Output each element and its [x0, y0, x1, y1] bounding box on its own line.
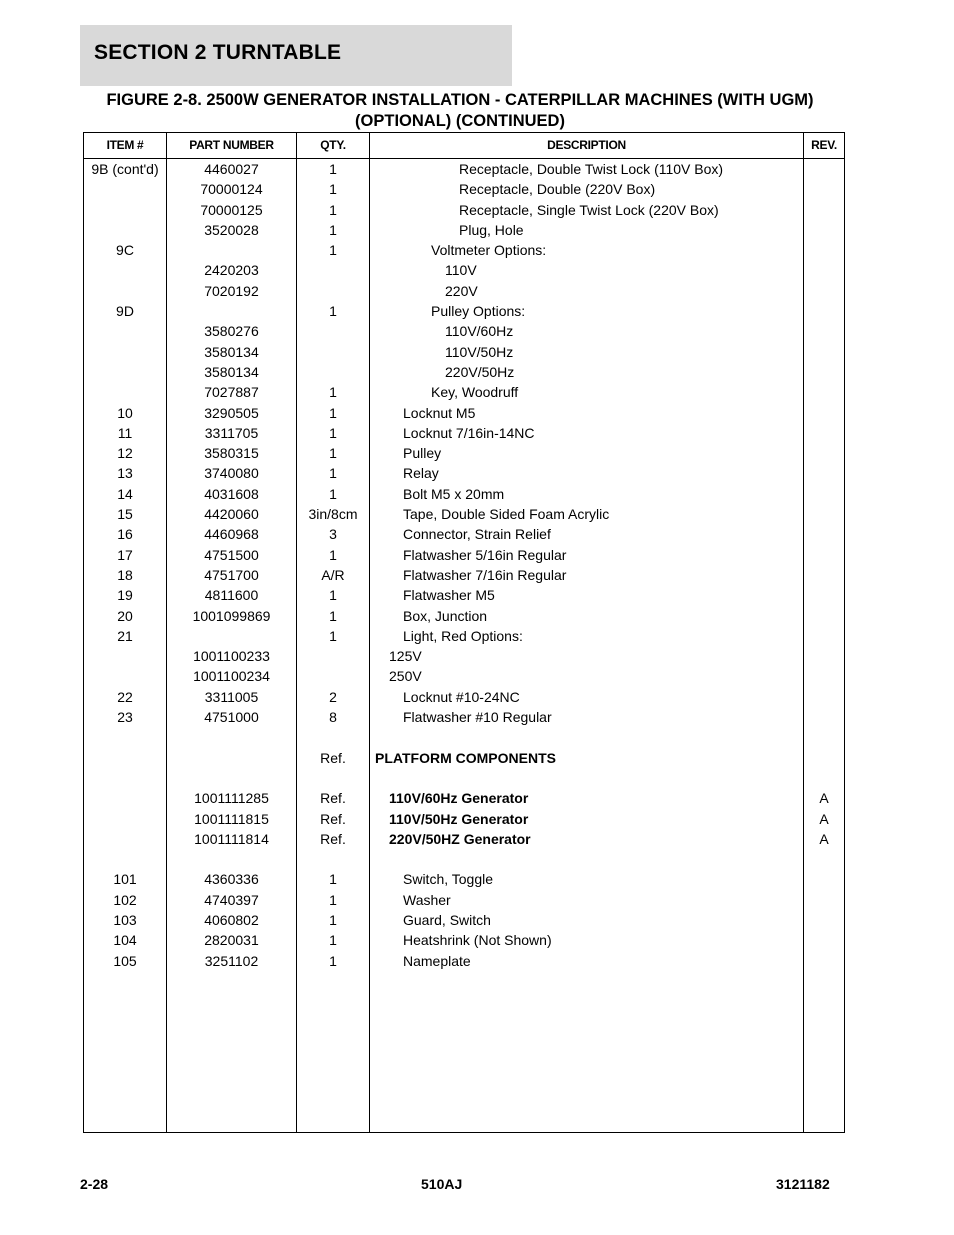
- cell-description: Tape, Double Sided Foam Acrylic: [403, 506, 610, 523]
- section-banner: [80, 25, 512, 86]
- document-number: 3121182: [776, 1176, 830, 1192]
- table-row: [84, 321, 844, 341]
- table-row: [84, 484, 844, 504]
- cell-description: Locknut #10-24NC: [403, 688, 520, 705]
- table-row: [84, 890, 844, 910]
- header-item: ITEM #: [106, 138, 144, 152]
- cell-qty: 1: [329, 242, 337, 259]
- cell-description: Connector, Strain Relief: [403, 526, 551, 543]
- cell-part-number: 70000125: [200, 201, 263, 218]
- header-description: DESCRIPTION: [547, 138, 626, 152]
- cell-qty: 1: [329, 201, 337, 218]
- cell-description: 250V: [389, 668, 422, 685]
- cell-qty: 3: [329, 526, 337, 543]
- cell-part-number: 1001100234: [193, 668, 270, 685]
- header-part-number: PART NUMBER: [189, 138, 274, 152]
- cell-item: 9D: [116, 303, 134, 320]
- table-row: [84, 342, 844, 362]
- cell-item: 23: [117, 709, 133, 726]
- cell-qty: 1: [329, 891, 337, 908]
- cell-description: Key, Woodruff: [431, 384, 519, 401]
- table-row: [84, 910, 844, 930]
- table-row: [84, 281, 844, 301]
- cell-description: 125V: [389, 648, 422, 665]
- cell-description: Receptacle, Double Twist Lock (110V Box): [459, 161, 724, 177]
- cell-part-number: 4751500: [204, 546, 259, 563]
- cell-part-number: 3251102: [204, 952, 259, 969]
- cell-qty: 1: [329, 952, 337, 969]
- cell-item: 13: [117, 465, 133, 482]
- cell-part-number: 1001111285: [194, 790, 269, 807]
- cell-item: 9B (cont'd): [91, 161, 159, 177]
- table-row: [84, 362, 844, 382]
- cell-item: 17: [117, 546, 133, 563]
- table-row: [84, 159, 844, 179]
- cell-description: Voltmeter Options:: [431, 242, 547, 259]
- table-row: [84, 930, 844, 950]
- header-qty: QTY.: [320, 138, 346, 152]
- table-row: [84, 220, 844, 240]
- cell-item: 21: [117, 627, 133, 644]
- cell-description: Locknut 7/16in-14NC: [403, 424, 535, 441]
- cell-description: Nameplate: [403, 952, 471, 969]
- model-number: 510AJ: [421, 1176, 463, 1192]
- cell-part-number: 1001111815: [194, 810, 269, 827]
- cell-part-number: 1001100233: [193, 648, 270, 665]
- cell-qty: 1: [329, 911, 337, 928]
- cell-description: 220V: [445, 282, 478, 299]
- cell-description: Heatshrink (Not Shown): [403, 932, 552, 949]
- cell-description: 110V/60Hz Generator: [389, 790, 529, 807]
- section-title: SECTION 2 TURNTABLE: [94, 41, 342, 64]
- table-row: [84, 260, 844, 280]
- table-row: [84, 240, 844, 260]
- cell-description: 110V/50Hz: [445, 343, 514, 360]
- cell-description: 110V: [445, 262, 477, 279]
- table-row: [84, 829, 844, 849]
- table-row: [84, 951, 844, 971]
- cell-qty: Ref.: [320, 749, 346, 766]
- cell-qty: Ref.: [320, 790, 346, 807]
- cell-qty: Ref.: [320, 830, 346, 847]
- cell-qty: 1: [329, 465, 337, 482]
- cell-part-number: 4060802: [204, 911, 259, 928]
- cell-qty: 8: [329, 709, 337, 726]
- cell-part-number: 70000124: [200, 181, 263, 198]
- cell-qty: 1: [329, 404, 337, 421]
- cell-description: Receptacle, Double (220V Box): [459, 181, 656, 198]
- table-row: [84, 504, 844, 524]
- cell-description: Locknut M5: [403, 404, 476, 421]
- cell-description: PLATFORM COMPONENTS: [375, 749, 556, 766]
- cell-qty: 3in/8cm: [308, 506, 358, 523]
- cell-description: 220V/50Hz: [445, 363, 515, 380]
- table-row: [84, 585, 844, 605]
- cell-part-number: 1001111814: [194, 830, 269, 847]
- cell-qty: 1: [329, 424, 337, 441]
- table-row: [84, 869, 844, 889]
- table-row: [84, 687, 844, 707]
- cell-part-number: 4460968: [204, 526, 259, 543]
- cell-description: Plug, Hole: [459, 221, 524, 238]
- table-row: [84, 301, 844, 321]
- cell-description: Box, Junction: [403, 607, 488, 624]
- table-row: [84, 179, 844, 199]
- cell-qty: 2: [329, 688, 337, 705]
- figure-title: [60, 90, 860, 132]
- cell-part-number: 4420060: [204, 506, 259, 523]
- cell-description: 110V/60Hz: [445, 323, 514, 340]
- cell-part-number: 2820031: [204, 932, 259, 949]
- table-row: [84, 382, 844, 402]
- cell-part-number: 3311005: [204, 688, 259, 705]
- cell-description: Receptacle, Single Twist Lock (220V Box): [459, 201, 719, 218]
- table-row: [84, 423, 844, 443]
- cell-item: 11: [117, 424, 133, 441]
- cell-part-number: 4460027: [204, 161, 259, 177]
- cell-description: Flatwasher 7/16in Regular: [403, 566, 567, 583]
- table-row: [84, 788, 844, 808]
- cell-part-number: 3290505: [204, 404, 259, 421]
- table-row: [84, 626, 844, 646]
- cell-description: 220V/50HZ Generator: [389, 830, 531, 847]
- cell-item: 22: [117, 688, 133, 705]
- cell-description: Relay: [403, 465, 439, 482]
- page-number: 2-28: [80, 1176, 109, 1192]
- cell-qty: 1: [329, 303, 337, 320]
- cell-part-number: 4811600: [204, 587, 259, 604]
- cell-part-number: 4031608: [204, 485, 259, 502]
- cell-part-number: 3740080: [204, 465, 259, 482]
- header-rev: REV.: [811, 138, 837, 152]
- cell-description: Flatwasher M5: [403, 587, 495, 604]
- table-row: [84, 768, 844, 788]
- cell-item: 105: [113, 952, 137, 969]
- parts-table: [83, 132, 845, 1133]
- cell-qty: 1: [329, 445, 337, 462]
- cell-description: Pulley Options:: [431, 303, 526, 320]
- table-row: [84, 606, 844, 626]
- cell-item: 20: [117, 607, 133, 624]
- cell-item: 103: [113, 911, 137, 928]
- table-row: [84, 727, 844, 747]
- cell-part-number: 3311705: [204, 424, 259, 441]
- cell-description: Guard, Switch: [403, 911, 491, 928]
- cell-qty: 1: [329, 607, 337, 624]
- cell-description: Switch, Toggle: [403, 871, 494, 888]
- table-row: [84, 524, 844, 544]
- cell-part-number: 3520028: [204, 221, 259, 238]
- table-row: [84, 707, 844, 727]
- cell-item: 19: [117, 587, 133, 604]
- cell-part-number: 3580134: [204, 343, 259, 360]
- cell-item: 14: [117, 485, 133, 502]
- cell-part-number: 4360336: [204, 871, 259, 888]
- cell-part-number: 1001099869: [192, 607, 271, 624]
- table-row: [84, 646, 844, 666]
- cell-item: 16: [117, 526, 133, 543]
- cell-part-number: 3580276: [204, 323, 259, 340]
- cell-qty: Ref.: [320, 810, 346, 827]
- cell-item: 104: [113, 932, 137, 949]
- cell-qty: 1: [329, 587, 337, 604]
- table-row: [84, 849, 844, 869]
- table-row: [84, 403, 844, 423]
- cell-description: Flatwasher #10 Regular: [403, 709, 552, 726]
- cell-qty: 1: [329, 181, 337, 198]
- cell-part-number: 7027887: [204, 384, 259, 401]
- table-row: [84, 200, 844, 220]
- cell-item: 15: [117, 506, 133, 523]
- cell-qty: 1: [329, 546, 337, 563]
- cell-part-number: 4740397: [204, 891, 259, 908]
- cell-description: 110V/50Hz Generator: [389, 810, 529, 827]
- table-row: [84, 443, 844, 463]
- cell-item: 18: [117, 566, 133, 583]
- table-row: [84, 463, 844, 483]
- cell-description: Light, Red Options:: [403, 627, 523, 644]
- cell-item: 12: [117, 445, 133, 462]
- cell-qty: 1: [329, 871, 337, 888]
- cell-rev: A: [819, 810, 829, 827]
- table-row: [84, 748, 844, 768]
- cell-item: 102: [113, 891, 137, 908]
- cell-part-number: 3580134: [204, 363, 259, 380]
- cell-qty: 1: [329, 161, 337, 177]
- cell-rev: A: [819, 830, 829, 847]
- cell-part-number: 2420203: [204, 262, 259, 279]
- cell-item: 9C: [116, 242, 134, 259]
- cell-description: Washer: [403, 891, 451, 908]
- figure-title-line-1: FIGURE 2-8. 2500W GENERATOR INSTALLATION - CATERPILLAR MACHINES (WITH UGM): [106, 91, 814, 109]
- cell-qty: A/R: [321, 566, 345, 583]
- figure-title-line-2: (OPTIONAL) (CONTINUED): [355, 112, 565, 130]
- table-row: [84, 809, 844, 829]
- cell-qty: 1: [329, 485, 337, 502]
- table-body: [84, 159, 844, 971]
- cell-qty: 1: [329, 627, 337, 644]
- cell-part-number: 4751000: [204, 709, 259, 726]
- cell-qty: 1: [329, 221, 337, 238]
- table-row: [84, 565, 844, 585]
- cell-qty: 1: [329, 384, 337, 401]
- table-row: [84, 666, 844, 686]
- cell-part-number: 7020192: [204, 282, 259, 299]
- cell-rev: A: [819, 790, 829, 807]
- cell-description: Bolt M5 x 20mm: [403, 485, 505, 502]
- cell-description: Flatwasher 5/16in Regular: [403, 546, 567, 563]
- cell-part-number: 4751700: [204, 566, 259, 583]
- table-row: [84, 545, 844, 565]
- cell-qty: 1: [329, 932, 337, 949]
- cell-item: 101: [113, 871, 137, 888]
- cell-description: Pulley: [403, 445, 442, 462]
- cell-part-number: 3580315: [204, 445, 259, 462]
- cell-item: 10: [117, 404, 133, 421]
